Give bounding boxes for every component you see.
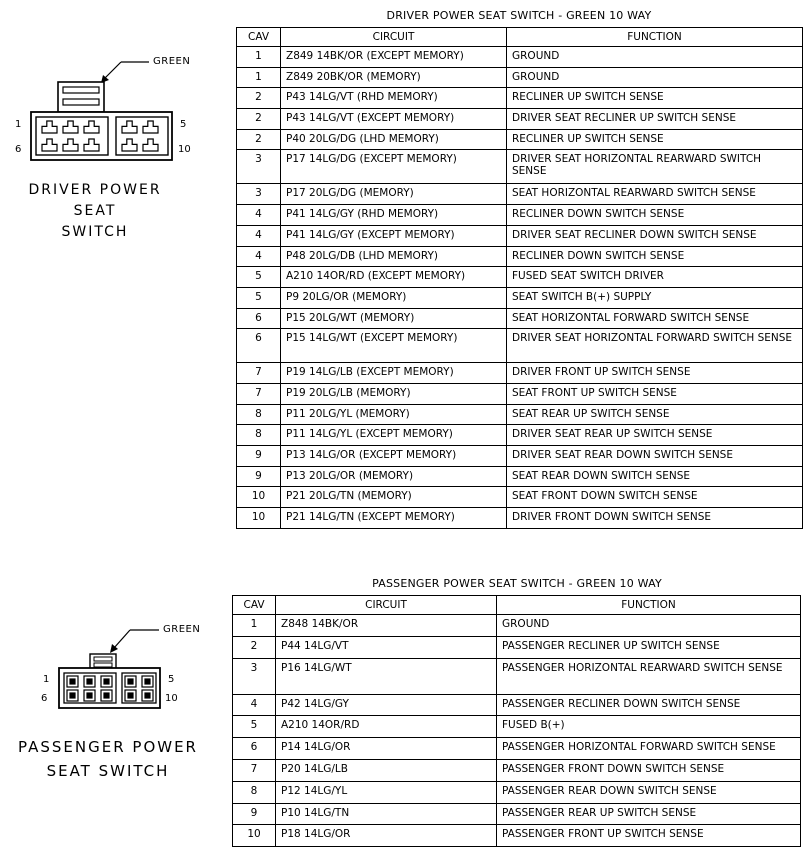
passenger-color-callout: GREEN [163,624,201,635]
circuit-cell: P13 20LG/OR (MEMORY) [281,466,507,487]
connector-body [31,112,172,160]
cav-cell: 5 [237,267,281,288]
driver-connector-label [10,180,180,243]
circuit-cell: A210 14OR/RD [276,716,497,738]
table-row [237,225,803,246]
driver-pinout-table [236,27,803,529]
connector-body [59,668,160,708]
function-cell: GROUND [507,47,803,68]
header-function: FUNCTION [507,28,803,47]
table-row [237,466,803,487]
table-row [237,287,803,308]
cav-cell: 4 [237,205,281,226]
terminal-cavity-pin [128,693,133,698]
function-cell: PASSENGER REAR DOWN SWITCH SENSE [497,781,801,803]
function-cell: SEAT HORIZONTAL REARWARD SWITCH SENSE [507,184,803,205]
table-row [233,803,801,825]
table-row [237,129,803,150]
circuit-cell: P21 20LG/TN (MEMORY) [281,487,507,508]
function-cell: DRIVER SEAT REAR UP SWITCH SENSE [507,425,803,446]
circuit-cell: P17 20LG/DG (MEMORY) [281,184,507,205]
table-row [237,150,803,184]
function-cell: DRIVER SEAT REAR DOWN SWITCH SENSE [507,446,803,467]
circuit-cell: P10 14LG/TN [276,803,497,825]
driver-connector-label-line2: SWITCH [61,224,129,240]
circuit-cell: P41 14LG/GY (EXCEPT MEMORY) [281,225,507,246]
cav-cell: 1 [237,67,281,88]
header-cav: CAV [237,28,281,47]
table-row [233,781,801,803]
function-cell: PASSENGER HORIZONTAL FORWARD SWITCH SENSE [497,738,801,760]
driver-color-callout: GREEN [153,56,191,67]
terminal-cavity-pin [104,693,109,698]
cav-cell: 8 [233,781,276,803]
driver-pin-label-1: 1 [15,119,22,130]
function-cell: DRIVER SEAT RECLINER UP SWITCH SENSE [507,109,803,130]
table-row [233,759,801,781]
cav-cell: 6 [237,329,281,363]
cav-cell: 4 [233,694,276,716]
function-cell: GROUND [507,67,803,88]
table-row [233,658,801,694]
driver-pin-label-5: 5 [180,119,187,130]
circuit-cell: P11 14LG/YL (EXCEPT MEMORY) [281,425,507,446]
circuit-cell: P19 20LG/LB (MEMORY) [281,383,507,404]
table-header-row [237,28,803,47]
header-circuit: CIRCUIT [281,28,507,47]
function-cell: RECLINER DOWN SWITCH SENSE [507,205,803,226]
function-cell: PASSENGER RECLINER UP SWITCH SENSE [497,636,801,658]
passenger-connector-diagram [0,620,200,720]
driver-pin-label-6: 6 [15,144,22,155]
circuit-cell: P17 14LG/DG (EXCEPT MEMORY) [281,150,507,184]
function-cell: DRIVER FRONT DOWN SWITCH SENSE [507,508,803,529]
passenger-pin-label-10: 10 [165,693,178,704]
table-row [237,404,803,425]
table-row [233,738,801,760]
circuit-cell: P16 14LG/WT [276,658,497,694]
cav-cell: 1 [237,47,281,68]
cav-cell: 5 [233,716,276,738]
function-cell: FUSED B(+) [497,716,801,738]
function-cell: GROUND [497,615,801,637]
cav-cell: 10 [233,825,276,847]
callout-leader-line [104,62,121,79]
table-row [233,636,801,658]
cav-cell: 4 [237,225,281,246]
table-row [237,67,803,88]
cav-cell: 10 [237,487,281,508]
cav-cell: 2 [237,88,281,109]
circuit-cell: P41 14LG/GY (RHD MEMORY) [281,205,507,226]
function-cell: PASSENGER REAR UP SWITCH SENSE [497,803,801,825]
passenger-connector-label-line1: PASSENGER POWER [18,738,198,756]
function-cell: SEAT SWITCH B(+) SUPPLY [507,287,803,308]
table-row [237,363,803,384]
circuit-cell: P43 14LG/VT (RHD MEMORY) [281,88,507,109]
cav-cell: 9 [233,803,276,825]
cav-cell: 4 [237,246,281,267]
cav-cell: 5 [237,287,281,308]
header-circuit: CIRCUIT [276,596,497,615]
callout-leader-line [114,630,130,648]
circuit-cell: P13 14LG/OR (EXCEPT MEMORY) [281,446,507,467]
circuit-cell: Z848 14BK/OR [276,615,497,637]
table-row [237,508,803,529]
circuit-cell: P15 14LG/WT (EXCEPT MEMORY) [281,329,507,363]
header-cav: CAV [233,596,276,615]
function-cell: DRIVER FRONT UP SWITCH SENSE [507,363,803,384]
circuit-cell: A210 14OR/RD (EXCEPT MEMORY) [281,267,507,288]
passenger-connector-label-line2: SEAT SWITCH [46,762,170,780]
table-row [233,825,801,847]
driver-connector-label-line1: DRIVER POWER SEAT [28,182,162,219]
passenger-connector-label [8,735,208,783]
cav-cell: 3 [237,184,281,205]
table-row [233,694,801,716]
function-cell: SEAT REAR DOWN SWITCH SENSE [507,466,803,487]
terminal-cavity-pin [70,693,75,698]
table-row [237,425,803,446]
cav-cell: 7 [233,759,276,781]
table-row [237,267,803,288]
circuit-cell: P12 14LG/YL [276,781,497,803]
circuit-cell: P19 14LG/LB (EXCEPT MEMORY) [281,363,507,384]
table-row [237,47,803,68]
table-header-row [233,596,801,615]
cav-cell: 8 [237,425,281,446]
passenger-table-title: PASSENGER POWER SEAT SWITCH - GREEN 10 WAY [372,577,662,590]
circuit-cell: Z849 20BK/OR (MEMORY) [281,67,507,88]
function-cell: RECLINER DOWN SWITCH SENSE [507,246,803,267]
passenger-pin-label-5: 5 [168,674,175,685]
function-cell: PASSENGER HORIZONTAL REARWARD SWITCH SENSE [497,658,801,694]
table-row [237,184,803,205]
circuit-cell: P21 14LG/TN (EXCEPT MEMORY) [281,508,507,529]
cav-cell: 7 [237,383,281,404]
terminal-cavity-pin [104,679,109,684]
cav-cell: 9 [237,466,281,487]
circuit-cell: P14 14LG/OR [276,738,497,760]
function-cell: RECLINER UP SWITCH SENSE [507,129,803,150]
function-cell: SEAT HORIZONTAL FORWARD SWITCH SENSE [507,308,803,329]
function-cell: DRIVER SEAT HORIZONTAL FORWARD SWITCH SENSE [507,329,803,363]
terminal-cavity-pin [70,679,75,684]
function-cell: PASSENGER FRONT DOWN SWITCH SENSE [497,759,801,781]
circuit-cell: P18 14LG/OR [276,825,497,847]
driver-table-title: DRIVER POWER SEAT SWITCH - GREEN 10 WAY [386,9,652,22]
function-cell: SEAT REAR UP SWITCH SENSE [507,404,803,425]
table-row [237,246,803,267]
terminal-cavity-pin [87,679,92,684]
cav-cell: 6 [233,738,276,760]
passenger-pin-label-6: 6 [41,693,48,704]
cav-cell: 10 [237,508,281,529]
cav-cell: 9 [237,446,281,467]
cav-cell: 8 [237,404,281,425]
table-row [237,383,803,404]
cav-cell: 2 [237,129,281,150]
cav-cell: 6 [237,308,281,329]
function-cell: PASSENGER FRONT UP SWITCH SENSE [497,825,801,847]
circuit-cell: P44 14LG/VT [276,636,497,658]
passenger-pinout-table [232,595,801,847]
cav-cell: 2 [237,109,281,130]
function-cell: PASSENGER RECLINER DOWN SWITCH SENSE [497,694,801,716]
circuit-cell: P9 20LG/OR (MEMORY) [281,287,507,308]
passenger-pin-label-1: 1 [43,674,50,685]
driver-pin-label-10: 10 [178,144,191,155]
table-row [237,109,803,130]
cav-cell: 3 [237,150,281,184]
table-row [237,308,803,329]
function-cell: RECLINER UP SWITCH SENSE [507,88,803,109]
table-row [237,446,803,467]
circuit-cell: P20 14LG/LB [276,759,497,781]
circuit-cell: P15 20LG/WT (MEMORY) [281,308,507,329]
table-row [233,716,801,738]
table-row [237,487,803,508]
cav-cell: 2 [233,636,276,658]
terminal-cavity-pin [145,693,150,698]
function-cell: FUSED SEAT SWITCH DRIVER [507,267,803,288]
circuit-cell: P42 14LG/GY [276,694,497,716]
function-cell: DRIVER SEAT RECLINER DOWN SWITCH SENSE [507,225,803,246]
function-cell: DRIVER SEAT HORIZONTAL REARWARD SWITCH SENSE [507,150,803,184]
table-row [237,329,803,363]
circuit-cell: P48 20LG/DB (LHD MEMORY) [281,246,507,267]
cav-cell: 3 [233,658,276,694]
cav-cell: 7 [237,363,281,384]
terminal-cavity-pin [128,679,133,684]
circuit-cell: P40 20LG/DG (LHD MEMORY) [281,129,507,150]
circuit-cell: Z849 14BK/OR (EXCEPT MEMORY) [281,47,507,68]
table-row [233,615,801,637]
function-cell: SEAT FRONT UP SWITCH SENSE [507,383,803,404]
circuit-cell: P43 14LG/VT (EXCEPT MEMORY) [281,109,507,130]
table-row [237,88,803,109]
header-function: FUNCTION [497,596,801,615]
cav-cell: 1 [233,615,276,637]
circuit-cell: P11 20LG/YL (MEMORY) [281,404,507,425]
table-row [237,205,803,226]
terminal-cavity-pin [87,693,92,698]
terminal-cavity-pin [145,679,150,684]
function-cell: SEAT FRONT DOWN SWITCH SENSE [507,487,803,508]
driver-connector-diagram [0,0,200,170]
